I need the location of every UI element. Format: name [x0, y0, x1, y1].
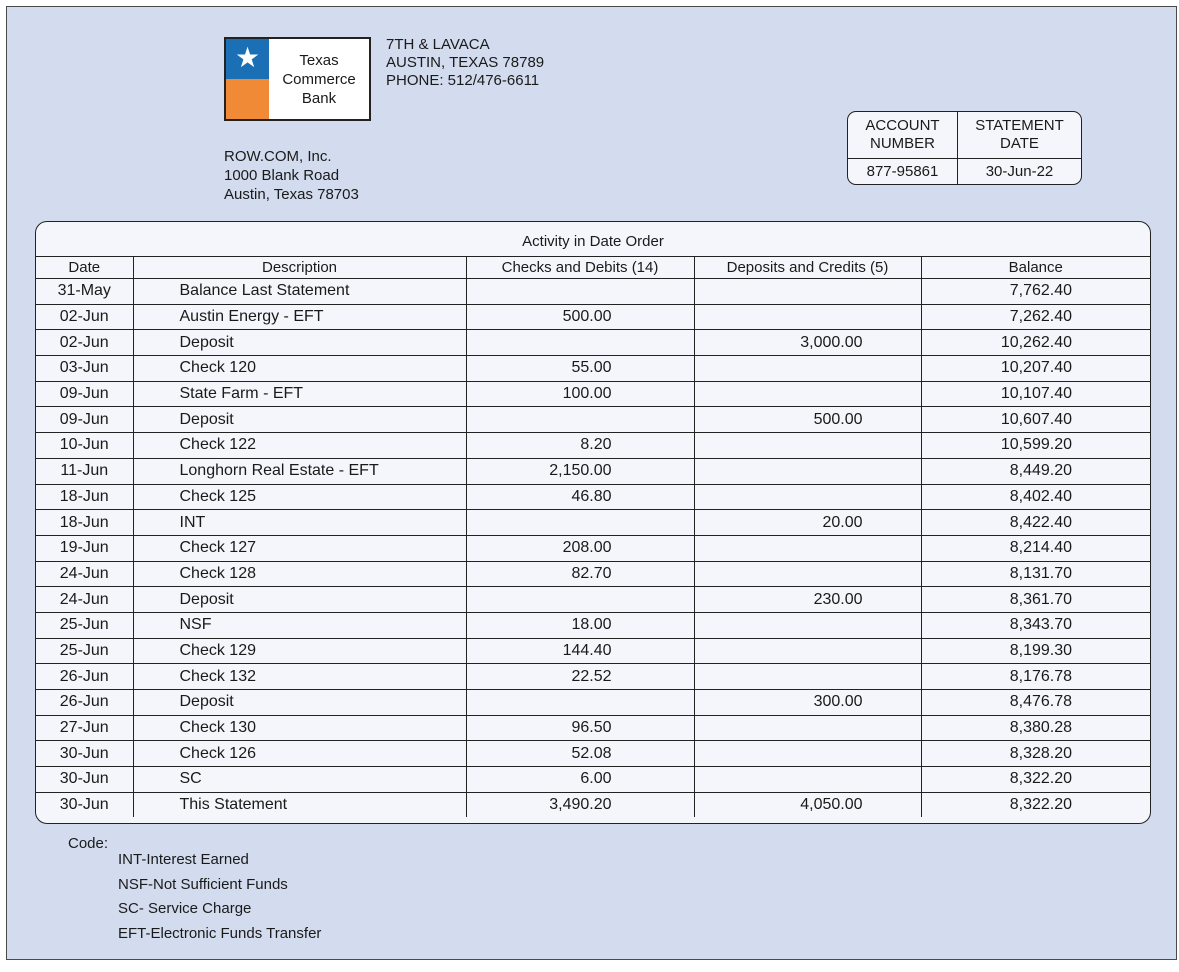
checks-cell: 96.50 — [466, 715, 694, 741]
deposits-cell — [694, 356, 921, 382]
date-cell: 27-Jun — [36, 715, 133, 741]
checks-cell — [466, 690, 694, 716]
checks-cell — [466, 279, 694, 305]
star-icon: ★ — [234, 42, 261, 73]
date-cell: 10-Jun — [36, 433, 133, 459]
table-row — [36, 715, 1150, 741]
table-row — [36, 484, 1150, 510]
activity-title: Activity in Date Order — [36, 222, 1150, 257]
checks-cell: 2,150.00 — [466, 458, 694, 484]
deposits-cell — [694, 767, 921, 793]
activity-table — [36, 257, 1150, 817]
table-row — [36, 638, 1150, 664]
balance-cell: 10,262.40 — [921, 330, 1150, 356]
bank-statement — [6, 6, 1177, 960]
description-cell: SC — [133, 767, 466, 793]
description-cell: Check 129 — [133, 638, 466, 664]
date-cell: 11-Jun — [36, 458, 133, 484]
table-row — [36, 407, 1150, 433]
bank-address — [386, 36, 544, 90]
balance-cell: 8,361.70 — [921, 587, 1150, 613]
date-cell: 26-Jun — [36, 664, 133, 690]
balance-cell: 8,449.20 — [921, 458, 1150, 484]
table-row — [36, 561, 1150, 587]
date-cell: 09-Jun — [36, 381, 133, 407]
deposits-cell — [694, 561, 921, 587]
description-cell: Check 120 — [133, 356, 466, 382]
table-row — [36, 664, 1150, 690]
checks-cell: 144.40 — [466, 638, 694, 664]
balance-cell: 7,262.40 — [921, 304, 1150, 330]
table-header-row — [36, 257, 1150, 279]
table-row — [36, 690, 1150, 716]
deposits-cell — [694, 304, 921, 330]
checks-cell: 6.00 — [466, 767, 694, 793]
balance-cell: 8,402.40 — [921, 484, 1150, 510]
customer-address-line: 1000 Blank Road — [224, 167, 340, 184]
table-row — [36, 767, 1150, 793]
statement-date-column — [958, 112, 1081, 184]
checks-cell: 18.00 — [466, 612, 694, 638]
checks-cell: 3,490.20 — [466, 792, 694, 817]
balance-cell: 8,380.28 — [921, 715, 1150, 741]
table-row — [36, 612, 1150, 638]
bank-address-line: AUSTIN, TEXAS 78789 — [386, 54, 545, 71]
date-cell: 18-Jun — [36, 484, 133, 510]
date-cell: 24-Jun — [36, 561, 133, 587]
table-row — [36, 587, 1150, 613]
activity-rows — [36, 279, 1150, 818]
table-row — [36, 535, 1150, 561]
column-header-deposits: Deposits and Credits (5) — [694, 257, 921, 279]
deposits-cell — [694, 664, 921, 690]
balance-cell: 8,131.70 — [921, 561, 1150, 587]
checks-cell — [466, 407, 694, 433]
description-cell: Check 130 — [133, 715, 466, 741]
date-cell: 30-Jun — [36, 741, 133, 767]
date-cell: 03-Jun — [36, 356, 133, 382]
date-cell: 19-Jun — [36, 535, 133, 561]
balance-cell: 10,207.40 — [921, 356, 1150, 382]
date-cell: 02-Jun — [36, 304, 133, 330]
header-line: STATEMENT — [975, 117, 1064, 134]
checks-cell: 52.08 — [466, 741, 694, 767]
deposits-cell — [694, 381, 921, 407]
description-cell: Check 126 — [133, 741, 466, 767]
table-row — [36, 330, 1150, 356]
header-line: DATE — [1000, 135, 1039, 152]
logo-line: Texas — [299, 51, 339, 69]
description-cell: Deposit — [133, 587, 466, 613]
deposits-cell — [694, 638, 921, 664]
deposits-cell — [694, 535, 921, 561]
date-cell: 18-Jun — [36, 510, 133, 536]
header-line: ACCOUNT — [865, 117, 940, 134]
table-row — [36, 381, 1150, 407]
checks-cell: 500.00 — [466, 304, 694, 330]
balance-cell: 8,176.78 — [921, 664, 1150, 690]
account-number-value: 877-95861 — [866, 163, 939, 180]
balance-cell: 10,599.20 — [921, 433, 1150, 459]
code-item: SC- Service Charge — [118, 900, 252, 917]
column-header-checks: Checks and Debits (14) — [466, 257, 694, 279]
deposits-cell — [694, 458, 921, 484]
checks-cell: 208.00 — [466, 535, 694, 561]
balance-cell: 8,422.40 — [921, 510, 1150, 536]
date-cell: 24-Jun — [36, 587, 133, 613]
date-cell: 09-Jun — [36, 407, 133, 433]
checks-cell: 46.80 — [466, 484, 694, 510]
code-list — [118, 848, 321, 946]
date-cell: 26-Jun — [36, 690, 133, 716]
checks-cell: 55.00 — [466, 356, 694, 382]
description-cell: Check 122 — [133, 433, 466, 459]
description-cell: Check 128 — [133, 561, 466, 587]
code-item: NSF-Not Sufficient Funds — [118, 875, 288, 893]
activity-table-container — [35, 221, 1151, 824]
code-label: Code: — [68, 835, 109, 852]
balance-cell: 8,476.78 — [921, 690, 1150, 716]
checks-cell: 82.70 — [466, 561, 694, 587]
checks-cell — [466, 510, 694, 536]
deposits-cell — [694, 741, 921, 767]
description-cell: Check 127 — [133, 535, 466, 561]
logo-orange-block — [226, 79, 269, 119]
statement-date-header — [958, 112, 1081, 159]
description-cell: INT — [133, 510, 466, 536]
balance-cell: 10,607.40 — [921, 407, 1150, 433]
table-row — [36, 792, 1150, 817]
description-cell: Deposit — [133, 407, 466, 433]
deposits-cell — [694, 612, 921, 638]
description-cell: Deposit — [133, 330, 466, 356]
balance-cell: 8,328.20 — [921, 741, 1150, 767]
bank-address-line: 7TH & LAVACA — [386, 36, 490, 53]
balance-cell: 8,199.30 — [921, 638, 1150, 664]
logo-line: Commerce — [282, 70, 356, 88]
date-cell: 02-Jun — [36, 330, 133, 356]
description-cell: Check 125 — [133, 484, 466, 510]
checks-cell: 100.00 — [466, 381, 694, 407]
date-cell: 25-Jun — [36, 612, 133, 638]
table-row — [36, 741, 1150, 767]
checks-cell — [466, 330, 694, 356]
checks-cell: 22.52 — [466, 664, 694, 690]
checks-cell — [466, 587, 694, 613]
deposits-cell — [694, 279, 921, 305]
logo-line: Bank — [301, 89, 337, 107]
table-row — [36, 433, 1150, 459]
description-cell: Longhorn Real Estate - EFT — [133, 458, 466, 484]
header-line: NUMBER — [869, 135, 935, 152]
table-row — [36, 279, 1150, 305]
table-row — [36, 304, 1150, 330]
account-number-header — [848, 112, 957, 159]
table-row — [36, 510, 1150, 536]
customer-address — [224, 147, 359, 204]
deposits-cell: 20.00 — [694, 510, 921, 536]
deposits-cell: 500.00 — [694, 407, 921, 433]
balance-cell: 10,107.40 — [921, 381, 1150, 407]
balance-cell: 8,322.20 — [921, 767, 1150, 793]
logo-bank-name — [269, 39, 369, 119]
deposits-cell — [694, 433, 921, 459]
balance-cell: 8,343.70 — [921, 612, 1150, 638]
customer-address-line: Austin, Texas 78703 — [224, 186, 359, 203]
description-cell: NSF — [133, 612, 466, 638]
code-item: EFT-Electronic Funds Transfer — [118, 924, 322, 942]
date-cell: 30-Jun — [36, 792, 133, 817]
description-cell: Balance Last Statement — [133, 279, 466, 305]
table-row — [36, 356, 1150, 382]
balance-cell: 8,322.20 — [921, 792, 1150, 817]
code-item: INT-Interest Earned — [118, 851, 249, 868]
balance-cell: 7,762.40 — [921, 279, 1150, 305]
deposits-cell — [694, 484, 921, 510]
column-header-date: Date — [36, 257, 133, 279]
description-cell: This Statement — [133, 792, 466, 817]
date-cell: 31-May — [57, 282, 111, 300]
column-header-description: Description — [133, 257, 466, 279]
deposits-cell: 300.00 — [694, 690, 921, 716]
column-header-balance: Balance — [921, 257, 1150, 279]
customer-address-line: ROW.COM, Inc. — [224, 148, 332, 165]
checks-cell: 8.20 — [466, 433, 694, 459]
date-cell: 25-Jun — [36, 638, 133, 664]
deposits-cell: 4,050.00 — [694, 792, 921, 817]
description-cell: Deposit — [133, 690, 466, 716]
table-row — [36, 458, 1150, 484]
deposits-cell: 3,000.00 — [694, 330, 921, 356]
description-cell: State Farm - EFT — [133, 381, 466, 407]
deposits-cell: 230.00 — [694, 587, 921, 613]
bank-logo — [224, 37, 371, 121]
description-cell: Check 132 — [133, 664, 466, 690]
deposits-cell — [694, 715, 921, 741]
date-cell: 30-Jun — [36, 767, 133, 793]
bank-address-line: PHONE: 512/476-6611 — [386, 72, 540, 89]
statement-date-value: 30-Jun-22 — [985, 163, 1054, 180]
description-cell: Austin Energy - EFT — [133, 304, 466, 330]
account-info-box — [847, 111, 1082, 185]
balance-cell: 8,214.40 — [921, 535, 1150, 561]
account-number-column — [848, 112, 958, 184]
